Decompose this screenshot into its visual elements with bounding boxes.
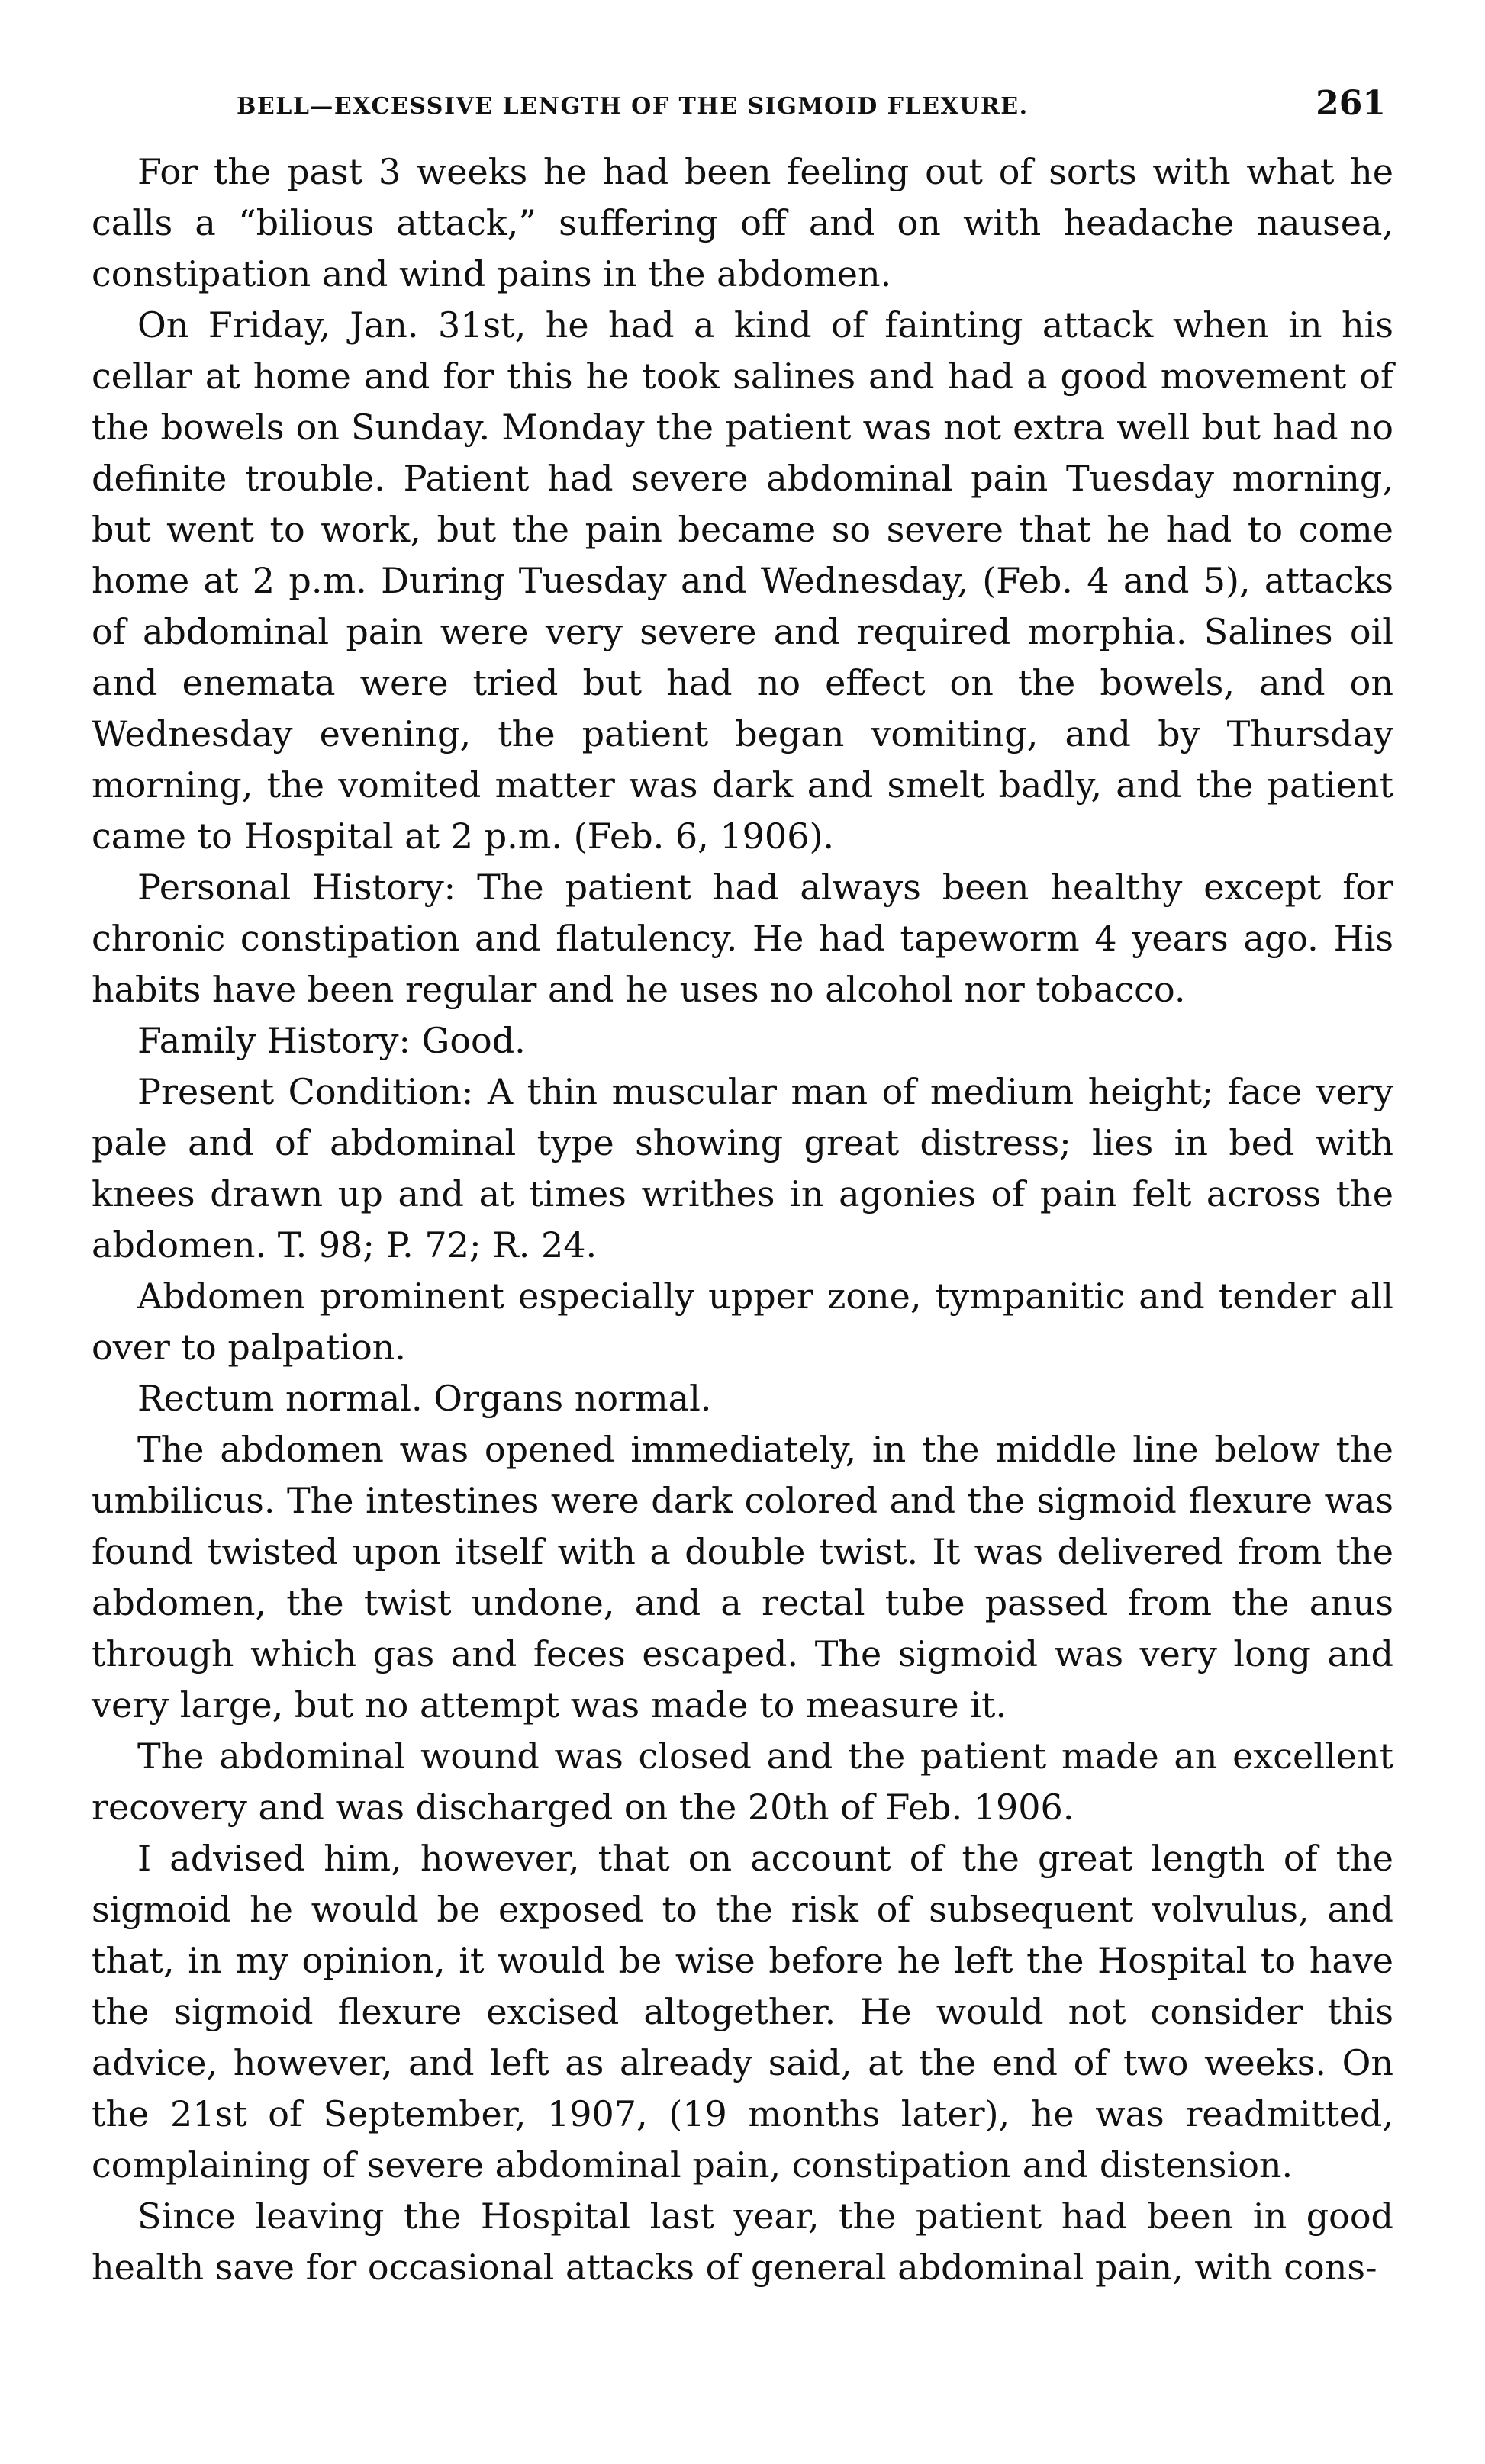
paragraph-operation: The abdomen was opened immediately, in the middle line below the umbilicus. The intestines were dark colored and the sigmoid flexure was found twisted upon itself with a double twist. It was delivered from the abdomen, the twist undone, and a rectal tube passed from the anus through which gas and feces escaped. The sigmoid was very long and very large, but no attempt was made to measure it. [92, 1429, 1393, 1726]
article-body [92, 146, 1393, 2293]
paragraph-personal-history: Personal History: The patient had always been healthy except for chronic constipation and flatulency. He had tapeworm 4 years ago. His habits have been regular and he uses no alcohol nor tobacco. [92, 867, 1393, 1010]
paragraph-recovery: The abdominal wound was closed and the patient made an excellent recovery and was discharged on the 20th of Feb. 1906. [92, 1735, 1393, 1828]
running-head [92, 76, 1393, 137]
paragraph-since-leaving: Since leaving the Hospital last year, the patient had been in good health save for occasional attacks of general abdominal pain, with cons- [92, 2195, 1393, 2288]
paragraph-abdomen-exam: Abdomen prominent especially upper zone, tympanitic and tender all over to palpation. [92, 1275, 1393, 1368]
paragraph-family-history: Family History: Good. [137, 1020, 526, 1061]
page-number: 261 [1316, 84, 1386, 123]
paragraph-advice-and-readmission: I advised him, however, that on account of the great length of the sigmoid he would be exposed to the risk of subsequent volvulus, and that, in my opinion, it would be wise before he left the Hospital to have the sigmoid flexure excised altogether. He would not consider this advice, however, and left as already said, at the end of two weeks. On the 21st of September, 1907, (19 months later), he was readmitted, complaining of severe abdominal pain, constipation and distension. [92, 1838, 1393, 2186]
paragraph-present-condition: Present Condition: A thin muscular man of medium height; face very pale and of abdominal type showing great distress; lies in bed with knees drawn up and at times writhes in agonies of pain felt across the abdomen. T. 98; P. 72; R. 24. [92, 1071, 1393, 1266]
running-title: BELL—EXCESSIVE LENGTH OF THE SIGMOID FLEXURE. [237, 93, 1029, 120]
paragraph-rectum-organs: Rectum normal. Organs normal. [137, 1378, 712, 1419]
paragraph-onset-and-course: On Friday, Jan. 31st, he had a kind of fainting attack when in his cellar at home and for this he took salines and had a good movement of the bowels on Sunday. Monday the patient was not extra well but had no definite trouble. Patient had severe abdominal pain Tuesday morning, but went to work, but the pain became so severe that he had to come home at 2 p.m. During Tuesday and Wednesday, (Feb. 4 and 5), attacks of abdominal pain were very severe and required morphia. Salines oil and enemata were tried but had no effect on the bowels, and on Wednesday evening, the patient began vomiting, and by Thursday morning, the vomited matter was dark and smelt badly, and the patient came to Hospital at 2 p.m. (Feb. 6, 1906). [92, 304, 1393, 857]
paragraph-recent-illness: For the past 3 weeks he had been feeling out of sorts with what he calls a “bilious attack,” suffering off and on with headache nausea, constipation and wind pains in the abdomen. [92, 151, 1393, 294]
